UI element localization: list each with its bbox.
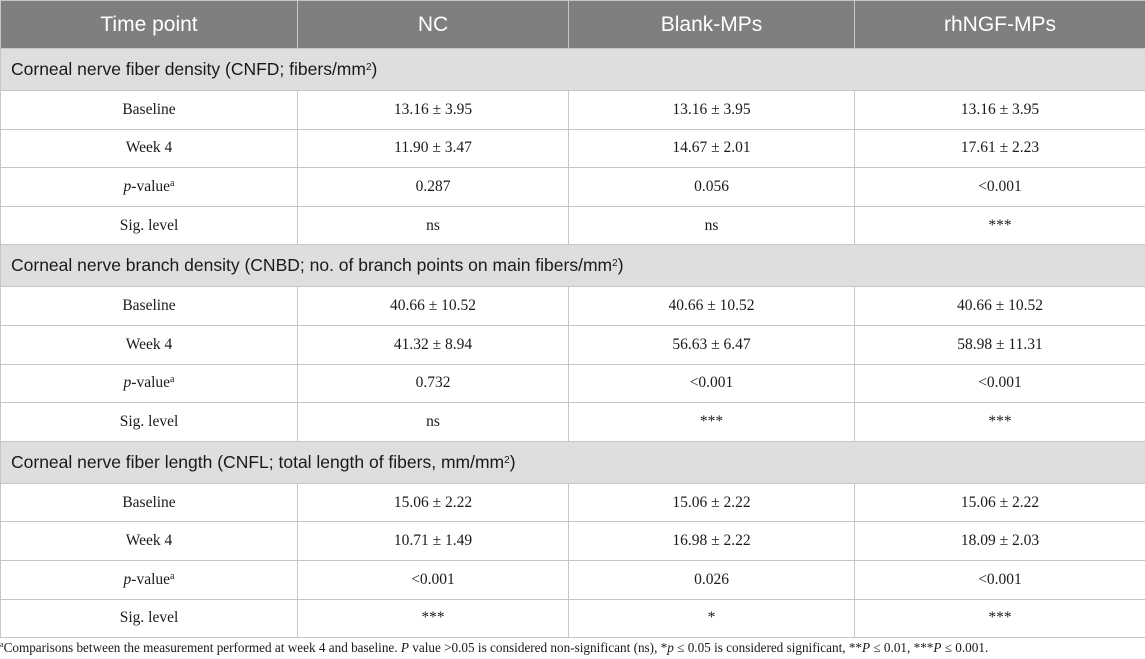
cell-blank: 0.056 [569, 168, 855, 207]
cell-blank: <0.001 [569, 364, 855, 403]
footnote-marker: a [0, 640, 4, 649]
row-label: Baseline [1, 287, 298, 326]
header-rhngf-mps: rhNGF-MPs [855, 1, 1145, 49]
cell-rhngf: 40.66 ± 10.52 [855, 287, 1145, 326]
cell-nc: 13.16 ± 3.95 [298, 91, 569, 130]
footnote-text: Comparisons between the measurement performed at week 4 and baseline. [3, 640, 401, 655]
cell-nc: ns [298, 403, 569, 442]
cell-rhngf: <0.001 [855, 364, 1145, 403]
section-header-cnbd [1, 245, 1145, 287]
footnote-italic: P [933, 640, 942, 655]
row-label: Baseline [1, 91, 298, 130]
row-label: Week 4 [1, 522, 298, 561]
cell-rhngf: 17.61 ± 2.23 [855, 129, 1145, 168]
cell-nc: 41.32 ± 8.94 [298, 325, 569, 364]
cell-rhngf: 58.98 ± 11.31 [855, 325, 1145, 364]
table-footnote [0, 640, 1145, 656]
section-title: Corneal nerve branch density (CNBD; no. of branch points on main fibers/$mm^2$) [1, 245, 1145, 287]
footnote-italic: P [862, 640, 871, 655]
cell-blank: 40.66 ± 10.52 [569, 287, 855, 326]
cell-rhngf: 15.06 ± 2.22 [855, 483, 1145, 522]
section-title: Corneal nerve fiber length (CNFL; total length of fibers, $mm/mm^2$) [1, 441, 1145, 483]
cell-nc: 0.732 [298, 364, 569, 403]
cell-blank: 13.16 ± 3.95 [569, 91, 855, 130]
cell-nc: 40.66 ± 10.52 [298, 287, 569, 326]
row-label: p-value$^a$ [1, 560, 298, 599]
table-row [1, 483, 1145, 522]
row-label: p-value$^a$ [1, 168, 298, 207]
cell-blank: *** [569, 403, 855, 442]
cell-blank: 16.98 ± 2.22 [569, 522, 855, 561]
cell-rhngf: *** [855, 403, 1145, 442]
cell-blank: 56.63 ± 6.47 [569, 325, 855, 364]
cell-rhngf: 18.09 ± 2.03 [855, 522, 1145, 561]
footnote-text: value >0.05 is considered non-significant (ns), * [408, 640, 668, 655]
cell-rhngf: <0.001 [855, 560, 1145, 599]
row-label: Baseline [1, 483, 298, 522]
cell-rhngf: *** [855, 599, 1145, 638]
cell-nc: 10.71 ± 1.49 [298, 522, 569, 561]
cell-blank: 14.67 ± 2.01 [569, 129, 855, 168]
cell-nc: 15.06 ± 2.22 [298, 483, 569, 522]
cell-nc: *** [298, 599, 569, 638]
table-row [1, 168, 1145, 207]
cell-blank: * [569, 599, 855, 638]
cell-blank: 15.06 ± 2.22 [569, 483, 855, 522]
table-row [1, 364, 1145, 403]
table-row [1, 599, 1145, 638]
table-row [1, 91, 1145, 130]
cell-rhngf: *** [855, 206, 1145, 245]
cell-nc: <0.001 [298, 560, 569, 599]
header-time-point: Time point [1, 1, 298, 49]
footnote-text: ≤ 0.01, *** [870, 640, 934, 655]
cell-nc: 0.287 [298, 168, 569, 207]
table-row [1, 325, 1145, 364]
table-row [1, 522, 1145, 561]
section-header-cnfd [1, 49, 1145, 91]
row-label: Week 4 [1, 129, 298, 168]
row-label: Sig. level [1, 403, 298, 442]
header-row [1, 1, 1145, 49]
header-blank-mps: Blank-MPs [569, 1, 855, 49]
cell-nc: ns [298, 206, 569, 245]
section-title: Corneal nerve fiber density (CNFD; fibers/$mm^2$) [1, 49, 1145, 91]
footnote-italic: p [667, 640, 674, 655]
cell-rhngf: 13.16 ± 3.95 [855, 91, 1145, 130]
row-label: Sig. level [1, 599, 298, 638]
table-row [1, 206, 1145, 245]
section-header-cnfl [1, 441, 1145, 483]
header-nc: NC [298, 1, 569, 49]
table-row [1, 287, 1145, 326]
table-row [1, 403, 1145, 442]
table-row [1, 129, 1145, 168]
cell-blank: ns [569, 206, 855, 245]
cell-nc: 11.90 ± 3.47 [298, 129, 569, 168]
table-row [1, 560, 1145, 599]
row-label: Sig. level [1, 206, 298, 245]
footnote-text: ≤ 0.001. [941, 640, 989, 655]
row-label: p-value$^a$ [1, 364, 298, 403]
row-label: Week 4 [1, 325, 298, 364]
cell-blank: 0.026 [569, 560, 855, 599]
footnote-italic: P [400, 640, 409, 655]
footnote-text: ≤ 0.05 is considered significant, ** [673, 640, 863, 655]
cell-rhngf: <0.001 [855, 168, 1145, 207]
